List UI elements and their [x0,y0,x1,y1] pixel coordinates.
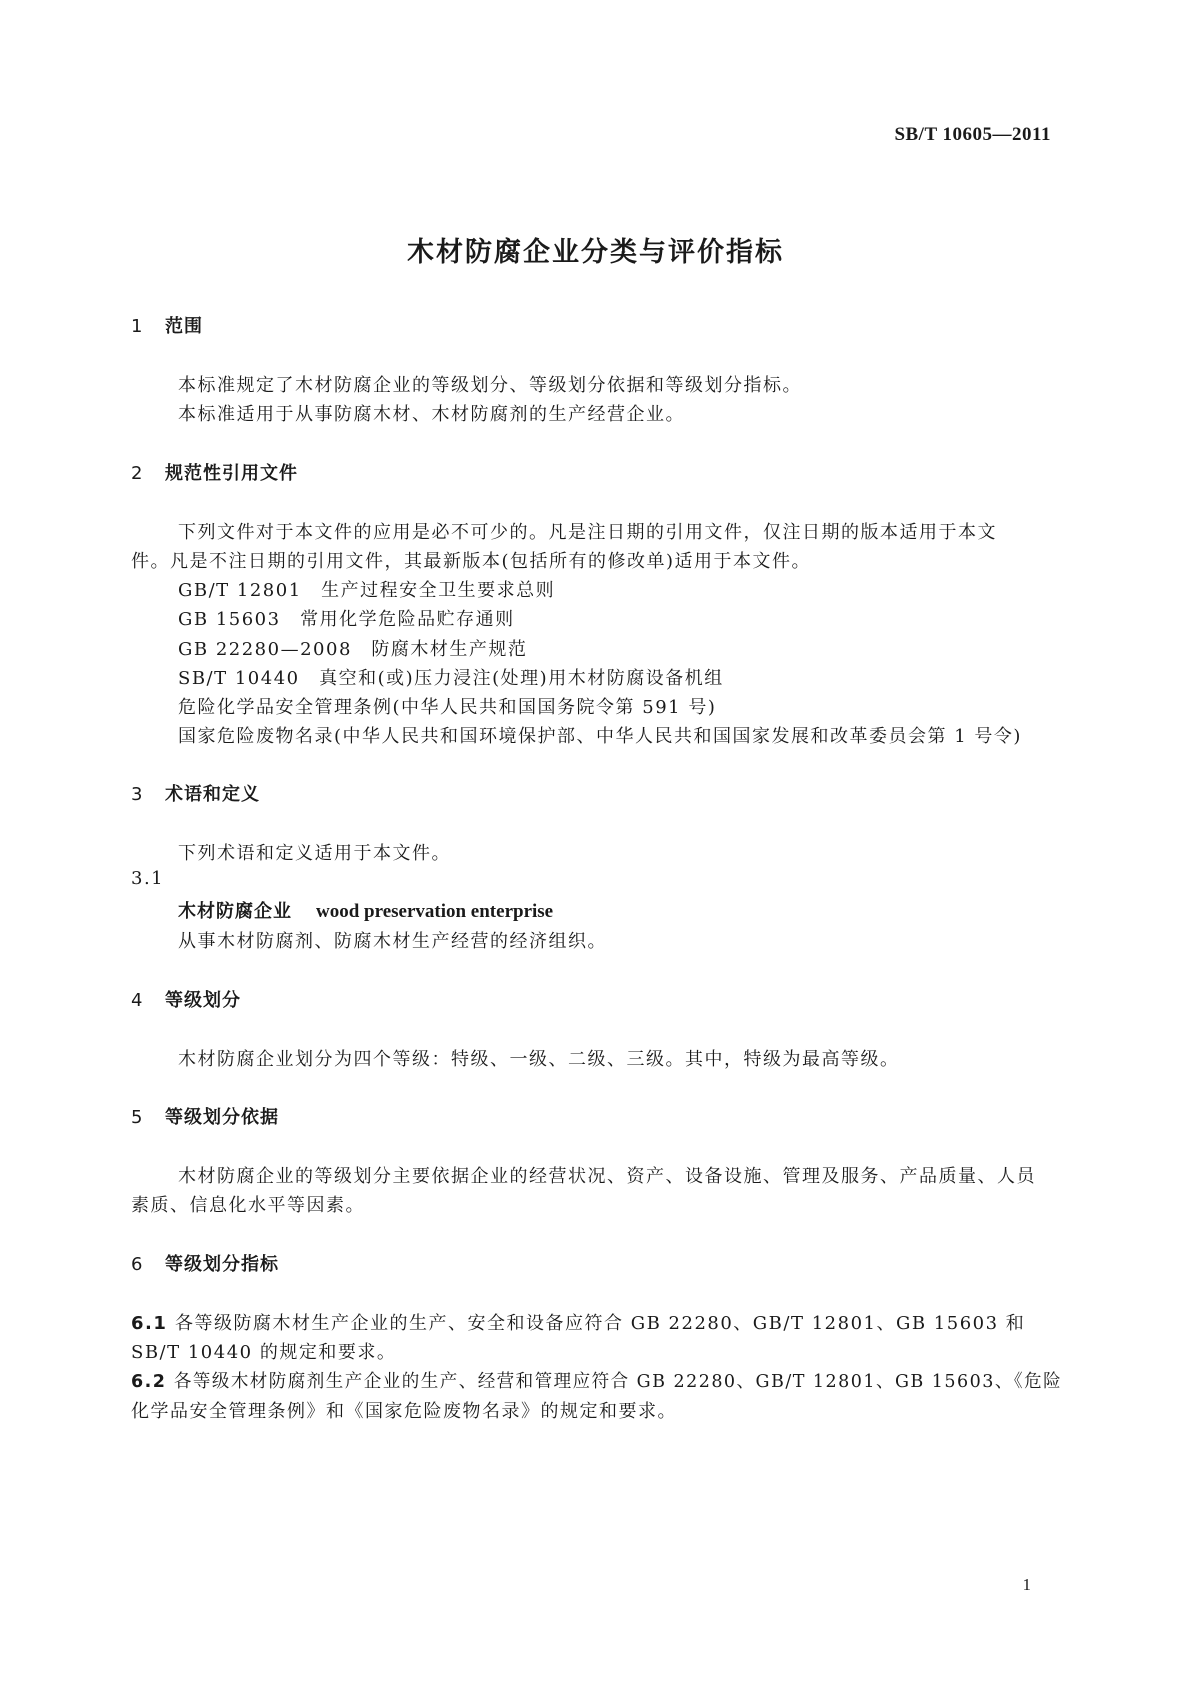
paragraph: 本标准规定了木材防腐企业的等级划分、等级划分依据和等级划分指标。 [178,375,802,396]
clause-line [131,1309,1025,1335]
section-heading [131,986,241,1012]
section-number: 3 [131,784,144,805]
reference-item: GB/T 12801 生产过程安全卫生要求总则 [178,580,556,601]
section-heading [131,780,260,806]
paragraph-line: 下列文件对于本文件的应用是必不可少的。凡是注日期的引用文件，仅注日期的版本适用于本文 [178,522,997,543]
section-title: 规范性引用文件 [165,463,298,484]
section-heading [131,1103,279,1129]
section-number: 6 [131,1254,144,1275]
term-definition: 从事木材防腐剂、防腐木材生产经营的经济组织。 [178,931,607,952]
term-english: wood preservation enterprise [316,901,554,922]
paragraph: 下列术语和定义适用于本文件。 [178,843,451,864]
term-entry [178,897,553,923]
paragraph-line: 素质、信息化水平等因素。 [131,1195,365,1216]
section-title: 术语和定义 [165,784,260,805]
section-heading [131,459,298,485]
clause-number: 6.2 [131,1371,167,1392]
section-title: 范围 [165,316,203,337]
document-title: 木材防腐企业分类与评价指标 [407,237,784,268]
clause-text: 各等级防腐木材生产企业的生产、安全和设备应符合 GB 22280、GB/T 12801、GB 15603 和 [175,1313,1026,1334]
reference-item: SB/T 10440 真空和(或)压力浸注(处理)用木材防腐设备机组 [178,668,724,689]
paragraph: 木材防腐企业划分为四个等级：特级、一级、二级、三级。其中，特级为最高等级。 [178,1049,900,1070]
page-number: 1 [1022,1575,1031,1594]
section-title: 等级划分指标 [165,1254,279,1275]
reference-item: 危险化学品安全管理条例(中华人民共和国国务院令第 591 号) [178,697,717,718]
clause-line: 化学品安全管理条例》和《国家危险废物名录》的规定和要求。 [131,1401,677,1422]
document-code: SB/T 10605—2011 [894,124,1051,145]
clause-text: 各等级木材防腐剂生产企业的生产、经营和管理应符合 GB 22280、GB/T 12801、GB 15603、《危险 [173,1371,1063,1392]
reference-item: 国家危险废物名录(中华人民共和国环境保护部、中华人民共和国国家发展和改革委员会第 1 号令) [178,726,1022,747]
section-heading [131,312,203,338]
paragraph-line: 木材防腐企业的等级划分主要依据企业的经营状况、资产、设备设施、管理及服务、产品质量、人员 [178,1166,1036,1187]
clause-line: SB/T 10440 的规定和要求。 [131,1342,397,1363]
reference-item: GB 15603 常用化学危险品贮存通则 [178,609,515,630]
section-number: 1 [131,316,144,337]
reference-item: GB 22280—2008 防腐木材生产规范 [178,639,528,660]
term-chinese: 木材防腐企业 [178,901,292,922]
section-title: 等级划分 [165,990,241,1011]
clause-line [131,1367,1062,1393]
section-number: 2 [131,463,144,484]
section-title: 等级划分依据 [165,1107,279,1128]
paragraph-line: 件。凡是不注日期的引用文件，其最新版本(包括所有的修改单)适用于本文件。 [131,551,812,572]
section-heading [131,1250,279,1276]
section-number: 4 [131,990,144,1011]
clause-number: 3.1 [131,868,165,889]
clause-number: 6.1 [131,1313,168,1334]
section-number: 5 [131,1107,144,1128]
paragraph: 本标准适用于从事防腐木材、木材防腐剂的生产经营企业。 [178,404,685,425]
